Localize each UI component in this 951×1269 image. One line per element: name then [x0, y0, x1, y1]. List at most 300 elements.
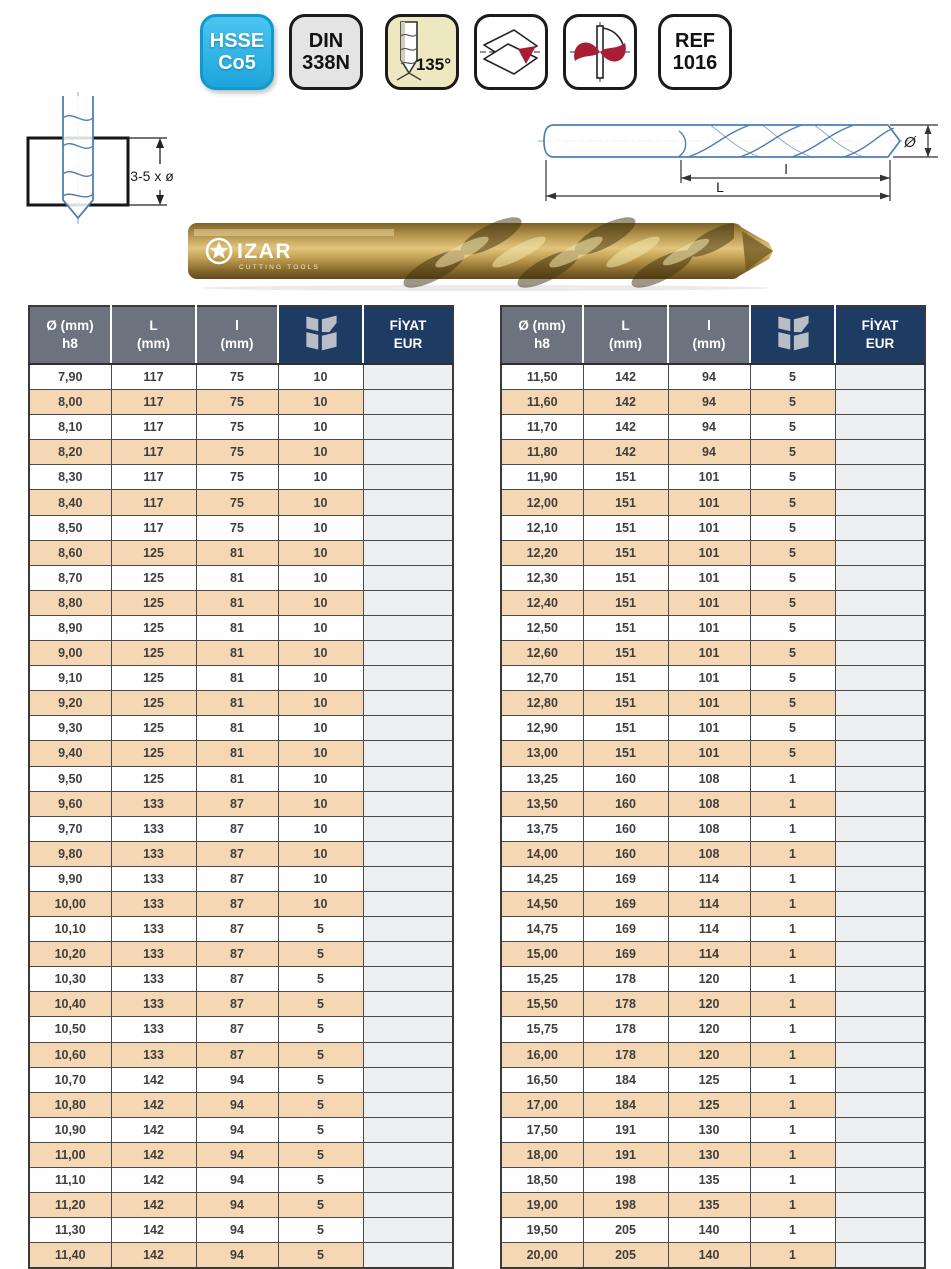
price-cell	[835, 992, 925, 1017]
table-row	[29, 415, 453, 440]
table-cell: 184	[583, 1067, 668, 1092]
table-cell: 87	[196, 1042, 278, 1067]
price-cell	[363, 866, 453, 891]
table-cell: 5	[750, 691, 835, 716]
table-cell: 87	[196, 866, 278, 891]
table-cell: 101	[668, 590, 750, 615]
table-cell: 114	[668, 942, 750, 967]
col-header-total-length: L (mm)	[583, 306, 668, 364]
table-cell: 12,70	[501, 666, 583, 691]
header-row	[29, 306, 453, 364]
table-cell: 169	[583, 866, 668, 891]
table-cell: 87	[196, 992, 278, 1017]
table-cell: 12,20	[501, 540, 583, 565]
table-cell: 15,50	[501, 992, 583, 1017]
price-cell	[363, 691, 453, 716]
table-row	[501, 1042, 925, 1067]
price-cell	[363, 791, 453, 816]
table-cell: 125	[668, 1092, 750, 1117]
table-cell: 12,60	[501, 641, 583, 666]
ref-1016-badge	[658, 14, 732, 90]
table-cell: 5	[750, 716, 835, 741]
col-header-flute-length: l (mm)	[668, 306, 750, 364]
price-cell	[835, 1067, 925, 1092]
table-row	[501, 741, 925, 766]
table-cell: 19,00	[501, 1193, 583, 1218]
table-row	[29, 490, 453, 515]
table-cell: 14,00	[501, 841, 583, 866]
table-cell: 10	[278, 390, 363, 415]
table-cell: 75	[196, 440, 278, 465]
table-row	[29, 540, 453, 565]
table-cell: 87	[196, 942, 278, 967]
table-cell: 87	[196, 841, 278, 866]
table-cell: 5	[278, 1067, 363, 1092]
table-cell: 142	[583, 364, 668, 390]
table-row	[29, 1168, 453, 1193]
badge-label: 338N	[302, 52, 350, 74]
table-row	[29, 1067, 453, 1092]
table-cell: 5	[278, 1042, 363, 1067]
table-cell: 5	[750, 515, 835, 540]
price-cell	[363, 1168, 453, 1193]
din-338n-badge	[289, 14, 363, 90]
price-cell	[835, 1168, 925, 1193]
table-cell: 101	[668, 515, 750, 540]
table-cell: 1	[750, 1017, 835, 1042]
table-row	[501, 590, 925, 615]
table-cell: 184	[583, 1092, 668, 1117]
table-cell: 140	[668, 1218, 750, 1243]
table-cell: 15,25	[501, 967, 583, 992]
table-cell: 151	[583, 590, 668, 615]
table-cell: 205	[583, 1243, 668, 1269]
table-cell: 8,10	[29, 415, 111, 440]
table-cell: 9,00	[29, 641, 111, 666]
table-row	[29, 967, 453, 992]
table-cell: 94	[196, 1142, 278, 1167]
table-cell: 10	[278, 540, 363, 565]
table-cell: 1	[750, 766, 835, 791]
table-row	[29, 1142, 453, 1167]
col-header-total-length: L (mm)	[111, 306, 196, 364]
price-cell	[835, 917, 925, 942]
table-cell: 142	[111, 1243, 196, 1269]
table-cell: 120	[668, 967, 750, 992]
price-cell	[835, 691, 925, 716]
table-cell: 9,60	[29, 791, 111, 816]
table-cell: 12,00	[501, 490, 583, 515]
table-cell: 12,30	[501, 565, 583, 590]
table-cell: 12,90	[501, 716, 583, 741]
table-row	[501, 891, 925, 916]
price-cell	[835, 1218, 925, 1243]
col-header-price: FİYAT EUR	[835, 306, 925, 364]
table-cell: 87	[196, 917, 278, 942]
table-cell: 5	[750, 666, 835, 691]
table-cell: 178	[583, 992, 668, 1017]
table-cell: 87	[196, 1017, 278, 1042]
table-cell: 10	[278, 490, 363, 515]
table-cell: 5	[278, 1017, 363, 1042]
table-cell: 178	[583, 1017, 668, 1042]
table-cell: 114	[668, 891, 750, 916]
table-cell: 87	[196, 816, 278, 841]
table-cell: 133	[111, 917, 196, 942]
table-cell: 160	[583, 791, 668, 816]
table-row	[501, 490, 925, 515]
table-cell: 16,00	[501, 1042, 583, 1067]
table-cell: 81	[196, 766, 278, 791]
table-row	[29, 741, 453, 766]
table-cell: 130	[668, 1142, 750, 1167]
drill-dimension-diagram	[538, 98, 950, 210]
table-cell: 1	[750, 1243, 835, 1269]
price-cell	[835, 1142, 925, 1167]
table-cell: 142	[583, 440, 668, 465]
table-cell: 191	[583, 1142, 668, 1167]
table-row	[501, 615, 925, 640]
price-cell	[363, 992, 453, 1017]
table-cell: 114	[668, 866, 750, 891]
table-row	[29, 641, 453, 666]
table-cell: 1	[750, 866, 835, 891]
table-cell: 9,70	[29, 816, 111, 841]
table-cell: 8,80	[29, 590, 111, 615]
table-cell: 10,90	[29, 1117, 111, 1142]
table-cell: 81	[196, 741, 278, 766]
table-cell: 117	[111, 390, 196, 415]
table-cell: 10	[278, 465, 363, 490]
table-cell: 13,75	[501, 816, 583, 841]
table-cell: 1	[750, 791, 835, 816]
table-cell: 8,00	[29, 390, 111, 415]
price-cell	[363, 490, 453, 515]
table-cell: 1	[750, 942, 835, 967]
badge-label: Co5	[218, 52, 256, 74]
table-cell: 142	[111, 1067, 196, 1092]
table-row	[29, 791, 453, 816]
price-cell	[363, 1017, 453, 1042]
table-cell: 18,50	[501, 1168, 583, 1193]
price-cell	[363, 415, 453, 440]
col-header-pack-qty	[750, 306, 835, 364]
table-cell: 8,90	[29, 615, 111, 640]
table-cell: 10,30	[29, 967, 111, 992]
table-row	[501, 666, 925, 691]
table-cell: 11,70	[501, 415, 583, 440]
table-cell: 1	[750, 1042, 835, 1067]
table-cell: 10,20	[29, 942, 111, 967]
table-cell: 94	[196, 1218, 278, 1243]
table-cell: 151	[583, 666, 668, 691]
table-row	[29, 440, 453, 465]
price-cell	[363, 942, 453, 967]
table-cell: 101	[668, 666, 750, 691]
table-cell: 10	[278, 741, 363, 766]
table-cell: 10	[278, 666, 363, 691]
table-cell: 198	[583, 1168, 668, 1193]
table-row	[29, 716, 453, 741]
table-cell: 94	[196, 1067, 278, 1092]
stub-dimension-label: 3-5 x ø	[130, 168, 174, 184]
price-cell	[835, 1117, 925, 1142]
badge-label: REF	[675, 29, 715, 52]
price-cell	[835, 565, 925, 590]
price-cell	[835, 540, 925, 565]
price-cell	[835, 1017, 925, 1042]
table-cell: 10	[278, 866, 363, 891]
table-cell: 10	[278, 641, 363, 666]
brand-subtitle: CUTTING TOOLS	[239, 264, 321, 271]
table-cell: 125	[111, 741, 196, 766]
spec-table-left	[28, 305, 454, 1269]
price-cell	[835, 641, 925, 666]
table-row	[501, 390, 925, 415]
table-cell: 8,70	[29, 565, 111, 590]
table-row	[29, 590, 453, 615]
table-cell: 101	[668, 540, 750, 565]
table-cell: 120	[668, 1042, 750, 1067]
table-cell: 5	[278, 992, 363, 1017]
table-row	[29, 465, 453, 490]
table-cell: 9,20	[29, 691, 111, 716]
table-row	[501, 967, 925, 992]
price-cell	[835, 666, 925, 691]
table-cell: 9,90	[29, 866, 111, 891]
badge-label: DIN	[308, 29, 344, 52]
table-row	[501, 515, 925, 540]
table-cell: 1	[750, 1142, 835, 1167]
table-row	[501, 866, 925, 891]
table-cell: 151	[583, 515, 668, 540]
table-cell: 133	[111, 816, 196, 841]
table-row	[29, 866, 453, 891]
table-cell: 5	[278, 1142, 363, 1167]
table-cell: 1	[750, 1193, 835, 1218]
table-row	[501, 1243, 925, 1269]
table-row	[29, 1117, 453, 1142]
table-cell: 5	[750, 741, 835, 766]
hsse-co5-badge	[200, 14, 274, 90]
table-cell: 120	[668, 1017, 750, 1042]
table-cell: 142	[111, 1168, 196, 1193]
drill-cross-section-badge	[563, 14, 637, 90]
table-cell: 10	[278, 816, 363, 841]
table-cell: 133	[111, 967, 196, 992]
price-cell	[363, 741, 453, 766]
table-cell: 5	[750, 465, 835, 490]
table-cell: 10	[278, 615, 363, 640]
price-cell	[363, 1218, 453, 1243]
table-cell: 75	[196, 390, 278, 415]
table-cell: 8,60	[29, 540, 111, 565]
table-cell: 10,80	[29, 1092, 111, 1117]
table-row	[29, 992, 453, 1017]
table-row	[501, 364, 925, 390]
price-cell	[363, 716, 453, 741]
table-row	[29, 1243, 453, 1269]
table-cell: 169	[583, 942, 668, 967]
table-cell: 133	[111, 791, 196, 816]
table-cell: 125	[111, 716, 196, 741]
table-cell: 191	[583, 1117, 668, 1142]
price-cell	[363, 967, 453, 992]
table-row	[29, 1193, 453, 1218]
table-cell: 5	[278, 1117, 363, 1142]
table-cell: 125	[111, 691, 196, 716]
table-cell: 205	[583, 1218, 668, 1243]
shank-depth-diagram	[15, 92, 210, 232]
table-cell: 101	[668, 490, 750, 515]
table-row	[501, 440, 925, 465]
table-cell: 87	[196, 967, 278, 992]
table-row	[501, 816, 925, 841]
table-cell: 151	[583, 490, 668, 515]
table-cell: 9,80	[29, 841, 111, 866]
table-cell: 125	[111, 666, 196, 691]
table-cell: 5	[278, 917, 363, 942]
price-cell	[363, 1092, 453, 1117]
table-cell: 108	[668, 816, 750, 841]
table-cell: 133	[111, 841, 196, 866]
table-cell: 94	[668, 415, 750, 440]
price-cell	[363, 1142, 453, 1167]
price-cell	[835, 615, 925, 640]
col-header-pack-qty	[278, 306, 363, 364]
table-cell: 94	[196, 1092, 278, 1117]
table-cell: 11,90	[501, 465, 583, 490]
flute-length-label: l	[784, 161, 788, 177]
badge-label: HSSE	[209, 29, 265, 52]
price-cell	[363, 465, 453, 490]
table-cell: 5	[750, 364, 835, 390]
table-row	[501, 1142, 925, 1167]
table-cell: 10	[278, 440, 363, 465]
table-cell: 16,50	[501, 1067, 583, 1092]
table-cell: 94	[196, 1243, 278, 1269]
table-cell: 5	[278, 1243, 363, 1269]
table-row	[501, 942, 925, 967]
price-cell	[363, 917, 453, 942]
table-cell: 5	[750, 641, 835, 666]
table-cell: 135	[668, 1193, 750, 1218]
table-row	[501, 1092, 925, 1117]
table-cell: 151	[583, 691, 668, 716]
table-cell: 11,30	[29, 1218, 111, 1243]
table-cell: 20,00	[501, 1243, 583, 1269]
table-row	[29, 1218, 453, 1243]
table-cell: 1	[750, 1218, 835, 1243]
price-cell	[835, 440, 925, 465]
price-cell	[835, 1193, 925, 1218]
price-cell	[835, 490, 925, 515]
table-row	[501, 766, 925, 791]
table-cell: 1	[750, 816, 835, 841]
spec-table-right	[500, 305, 926, 1269]
table-cell: 117	[111, 515, 196, 540]
table-cell: 94	[668, 364, 750, 390]
col-header-diameter: Ø (mm) h8	[501, 306, 583, 364]
price-cell	[363, 440, 453, 465]
price-cell	[363, 1067, 453, 1092]
table-cell: 5	[750, 590, 835, 615]
table-cell: 135	[668, 1168, 750, 1193]
price-cell	[835, 791, 925, 816]
price-cell	[835, 390, 925, 415]
table-cell: 81	[196, 615, 278, 640]
table-cell: 10	[278, 791, 363, 816]
price-cell	[835, 967, 925, 992]
price-cell	[363, 565, 453, 590]
table-cell: 169	[583, 891, 668, 916]
table-cell: 5	[278, 1218, 363, 1243]
table-cell: 151	[583, 741, 668, 766]
table-cell: 142	[111, 1117, 196, 1142]
header-row	[501, 306, 925, 364]
drill-profile-badge	[474, 14, 548, 90]
table-cell: 75	[196, 415, 278, 440]
price-cell	[363, 590, 453, 615]
price-cell	[835, 465, 925, 490]
table-cell: 75	[196, 515, 278, 540]
table-cell: 13,50	[501, 791, 583, 816]
table-row	[501, 1193, 925, 1218]
table-cell: 94	[196, 1168, 278, 1193]
table-cell: 15,00	[501, 942, 583, 967]
table-cell: 142	[583, 415, 668, 440]
price-cell	[835, 816, 925, 841]
table-cell: 94	[196, 1193, 278, 1218]
table-row	[29, 917, 453, 942]
price-cell	[363, 364, 453, 390]
table-cell: 133	[111, 1042, 196, 1067]
table-cell: 101	[668, 716, 750, 741]
table-cell: 87	[196, 791, 278, 816]
table-cell: 9,50	[29, 766, 111, 791]
table-row	[29, 1017, 453, 1042]
table-cell: 169	[583, 917, 668, 942]
table-cell: 160	[583, 766, 668, 791]
point-angle-label: 135°	[415, 54, 451, 74]
table-row	[501, 917, 925, 942]
table-cell: 101	[668, 691, 750, 716]
table-cell: 94	[668, 390, 750, 415]
table-row	[29, 691, 453, 716]
table-cell: 5	[750, 390, 835, 415]
table-cell: 11,50	[501, 364, 583, 390]
table-cell: 11,00	[29, 1142, 111, 1167]
table-cell: 15,75	[501, 1017, 583, 1042]
table-cell: 101	[668, 741, 750, 766]
table-cell: 18,00	[501, 1142, 583, 1167]
table-row	[501, 641, 925, 666]
price-cell	[835, 942, 925, 967]
table-cell: 117	[111, 490, 196, 515]
table-cell: 8,20	[29, 440, 111, 465]
price-cell	[835, 866, 925, 891]
package-icon	[299, 311, 343, 355]
table-cell: 9,30	[29, 716, 111, 741]
table-cell: 19,50	[501, 1218, 583, 1243]
price-cell	[835, 741, 925, 766]
package-icon	[771, 311, 815, 355]
price-cell	[363, 540, 453, 565]
table-cell: 81	[196, 590, 278, 615]
table-cell: 1	[750, 1168, 835, 1193]
table-cell: 114	[668, 917, 750, 942]
price-cell	[835, 364, 925, 390]
